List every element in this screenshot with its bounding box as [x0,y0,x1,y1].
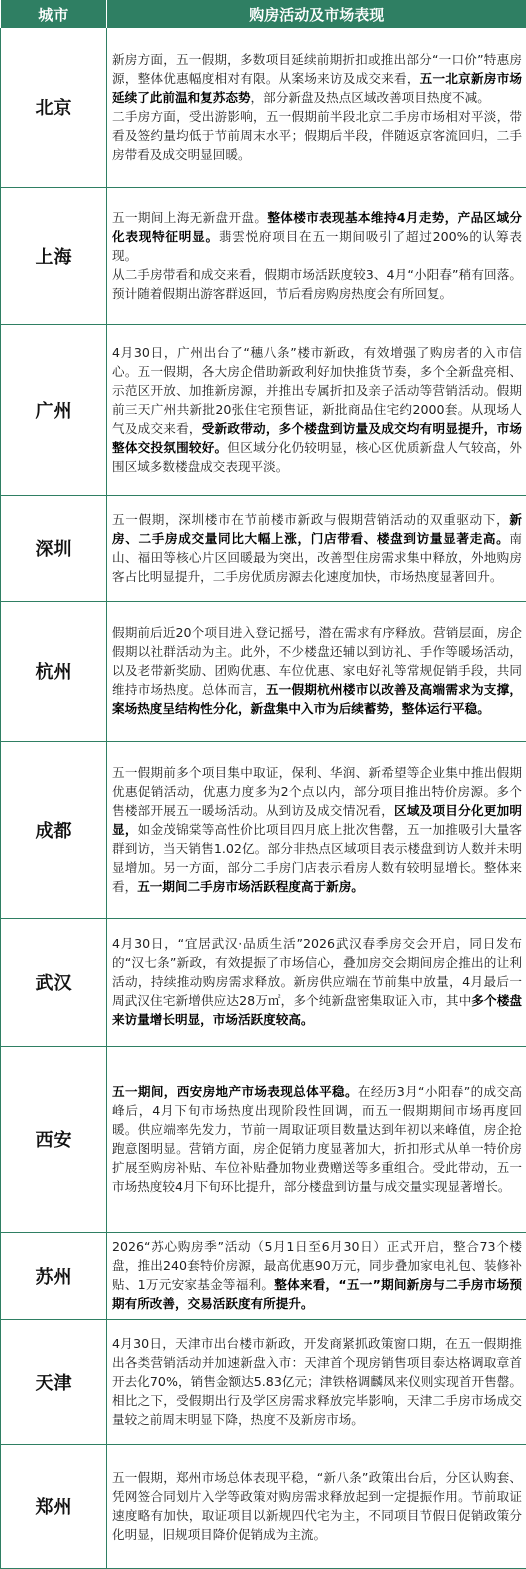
description-paragraph [112,1334,522,1429]
text-span: 二手房方面，受出游影响，五一假期前半段北京二手房市场相对平淡，带看及签约量均低于节前周末水平；假期后半段，伴随返京客流回归，二手房带看及成交明显回暖。 [112,108,522,162]
text-span: ，部分新盘及热点区域改善项目热度不减。 [250,89,490,105]
text-span: 五一期间上海无新盘开盘。 [112,209,268,225]
city-cell: 苏州 [1,1232,107,1319]
bold-text: 五一期间，西安房地产市场表现总体平稳。 [112,1083,358,1099]
market-description-cell [107,1319,526,1444]
table-row [1,1046,526,1232]
market-description-cell [107,1444,526,1568]
text-span: 五一假期，深圳楼市在节前楼市新政与假期营销活动的双重驱动下， [112,511,510,527]
description-paragraph [112,1082,522,1196]
bold-text: 五一期间二手房市场活跃程度高于新房。 [137,878,364,894]
text-span: 2026“苏心购房季”活动（5月1日至6月30日）正式开启，整合73个楼盘，推出240套特价房源，最高优惠90万元，同步叠加家电礼包、装修补贴、1万元安家基金等福利。 [112,1239,522,1292]
description-paragraph [112,510,522,586]
city-cell: 天津 [1,1319,107,1444]
table-row [1,495,526,601]
city-column-header: 城市 [1,0,107,28]
table-row [1,187,526,324]
city-cell: 杭州 [1,601,107,741]
market-description-cell [107,1046,526,1232]
text-span: 但区域分化仍较明显，核心区优质新盘人气较高，外围区域多数楼盘成交表现平淡。 [112,439,523,474]
bold-text: 新房、二手房成交量同比大幅上涨，门店带看、楼盘到访量显著走高。 [112,511,522,546]
content-column-header: 购房活动及市场表现 [107,0,526,28]
city-cell: 郑州 [1,1444,107,1568]
table-row [1,741,526,918]
table-row [1,601,526,741]
description-paragraph [112,208,522,265]
description-paragraph [112,1468,522,1544]
bold-text: 五一假期杭州楼市以改善及高端需求为支撑，案场热度呈结构性分化，新盘集中入市为后续蓄势，整体运行平稳。 [112,682,523,716]
market-description-cell [107,918,526,1046]
description-paragraph [112,265,522,303]
market-description-cell [107,1232,526,1319]
city-cell: 武汉 [1,918,107,1046]
market-description-cell [107,601,526,741]
city-cell: 成都 [1,741,107,918]
city-cell: 深圳 [1,495,107,601]
description-paragraph [112,763,522,896]
text-span: 五一假期，郑州市场总体表现平稳，“新八条”政策出台后，分区认购套、凭网签合同划片入学等政策对购房需求释放起到一定提振作用。节前取证速度略有加快，取证项目以新规四代宅为主，不同项目节假日促销政策分化明显，旧规项目降价促销成为主流。 [112,1469,522,1542]
text-span: 五一假期前多个项目集中取证，保利、华润、新希望等企业集中推出假期优惠促销活动，优惠力度多为2个点以内，部分项目推出特价房源。多个售楼部开展五一暖场活动。从到访及成交情况看， [112,764,522,818]
description-paragraph [112,343,522,476]
table-row [1,918,526,1046]
bold-text: 整体楼市表现基本维持4月走势，产品区域分化表现特征明显。 [112,209,523,244]
text-span: 4月30日，“宜居武汉·品质生活”2026武汉春季房交会开启，同日发布的“汉七条”新政，有效提振了市场信心，叠加房交会期间房企推出的让利活动，持续推动购房需求释放。新房供应端在节前集中放量，4月最后一周武汉住宅新增供应达28万㎡，多个纯新盘密集取证入市，其中 [112,936,522,1008]
description-paragraph [112,107,522,164]
market-description-cell [107,741,526,918]
text-span: 在经历3月“小阳春”的成交高峰后，4月下旬市场热度出现阶段性回调，而五一假期期间市场再度回暖。供应端率先发力，节前一周取证项目数量达到年初以来峰值，房企抢跑意图明显。营销方面，房企促销力度显著加大，折扣形式从单一特价房扩展至购房补贴、车位补贴叠加物业费赠送等多重组合。受此带动，五一市场热度较4月下旬环比提升，部分楼盘到访量与成交量实现显著增长。 [112,1083,523,1194]
bold-text: 多个楼盘来访量增长明显，市场活跃度较高。 [112,993,523,1027]
text-span: 如金茂锦棠等高性价比项目四月底上批次售罄，五一加推吸引大量客群到访，当天销售1.02亿。部分非热点区域项目表示楼盘到访人数并未明显增加。另一方面，部分二手房门店表示看房人数有较明显增长。整体来看， [112,821,523,894]
table-row [1,1319,526,1444]
description-paragraph [112,50,522,107]
bold-text: 受新政带动，多个楼盘到访量及成交均有明显提升，市场整体交投氛围较好。 [112,420,523,455]
city-cell: 广州 [1,324,107,495]
text-span: 4月30日，天津市出台楼市新政，开发商紧抓政策窗口期，在五一假期推出各类营销活动并加速新盘入市：天津首个现房销售项目泰达格调取章首开去化70%，销售金额达5.83亿元；津铁格调麟凤来仪则实现首开售罄。相比之下，受假期出行及学区房需求释放完毕影响，天津二手房市场成交量较之前周末明显下降，热度不及新房市场。 [112,1335,522,1427]
table-row [1,1232,526,1319]
table-header-row [1,0,526,28]
market-description-cell [107,324,526,495]
description-paragraph [112,1237,522,1313]
market-description-cell [107,28,526,187]
market-description-cell [107,187,526,324]
table-row [1,324,526,495]
city-cell: 北京 [1,28,107,187]
text-span: 南山、福田等核心片区回暖最为突出，改善型住房需求集中释放，外地购房客占比明显提升，二手房优质房源去化速度加快，市场热度显著回升。 [112,530,522,584]
table-body [1,28,526,1568]
bold-text: 整体来看，“五一”期间新房与二手房市场预期有所改善，交易活跃度有所提升。 [112,1277,522,1311]
description-paragraph [112,934,522,1029]
market-description-cell [107,495,526,601]
bold-text: 区域及项目分化更加明显， [112,802,523,837]
text-span: 从二手房带看和成交来看，假期市场活跃度较3、4月“小阳春”稍有回落。预计随着假期出游客群返回，节后看房购房热度会有所回复。 [112,266,522,301]
text-span: 假期前后近20个项目进入登记摇号，潜在需求有序释放。营销层面，房企假期以社群活动为主。此外，不少楼盘还辅以到访礼、手作等暖场活动，以及老带新奖励、团购优惠、车位优惠、家电好礼等常规促销手段，共同维持市场热度。总体而言， [112,625,522,697]
text-span: 4月30日，广州出台了“穗八条”楼市新政，有效增强了购房者的入市信心。五一假期，各大房企借助新政利好加快推货节奏，多个全新盘亮相、示范区开放、加推新房源，并推出专属折扣及亲子活动等营销活动。假期前三天广州共新批20张住宅预售证，新批商品住宅约2000套。从现场人气及成交来看， [112,344,522,436]
text-span: 翡雲悦府项目在五一期间吸引了超过200%的认筹表现。 [112,228,522,263]
table-row [1,28,526,187]
city-cell: 西安 [1,1046,107,1232]
bold-text: 五一北京新房市场延续了此前温和复苏态势 [112,70,523,105]
table-row [1,1444,526,1568]
text-span: 新房方面，五一假期，多数项目延续前期折扣或推出部分“一口价”特惠房源，整体优惠幅度相对有限。从案场来访及成交来看， [112,51,522,86]
city-cell: 上海 [1,187,107,324]
description-paragraph [112,623,522,718]
